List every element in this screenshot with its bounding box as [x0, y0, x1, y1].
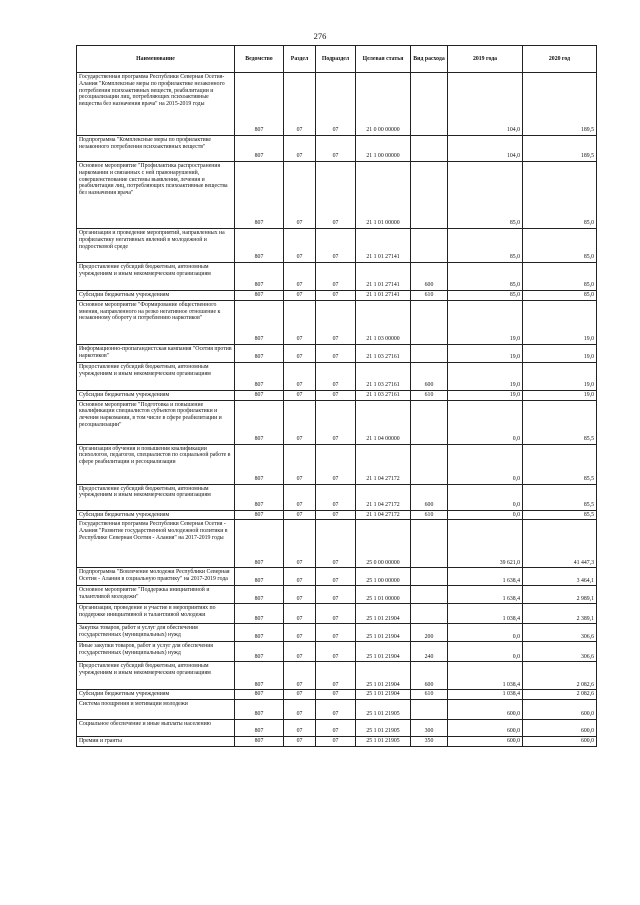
row-vid-rashoda: 600 — [411, 263, 448, 291]
row-name: Подпрограмма "Вовлечение молодежи Республики Северная Осетия - Алания в социальную практику" на 2017-2019 года — [77, 568, 235, 586]
row-value-2020: 41 447,3 — [523, 520, 597, 568]
row-value-2020: 85,0 — [523, 162, 597, 229]
row-celevaya-statya: 25 1 00 00000 — [356, 568, 411, 586]
row-vedomstvo: 807 — [235, 520, 284, 568]
row-celevaya-statya: 21 1 01 00000 — [356, 162, 411, 229]
row-value-2020: 85,5 — [523, 510, 597, 520]
row-vedomstvo: 807 — [235, 642, 284, 662]
row-value-2020: 85,5 — [523, 444, 597, 484]
table-row — [77, 73, 597, 136]
table-row — [77, 136, 597, 162]
row-vedomstvo: 807 — [235, 344, 284, 362]
row-name: Организация, проведение и участие в мероприятиях по поддержке инициативной и талантливой молодежи — [77, 604, 235, 624]
row-name: Информационно-пропагандистская кампания "Осетия против наркотиков" — [77, 344, 235, 362]
row-vid-rashoda — [411, 586, 448, 604]
row-name: Подпрограмма "Комплексные меры по профилактике незаконного потребления психоактивных веществ" — [77, 136, 235, 162]
row-vedomstvo: 807 — [235, 586, 284, 604]
table-row — [77, 642, 597, 662]
row-name: Предоставление субсидий бюджетным, автономным учреждениям и иным некоммерческим организациям — [77, 362, 235, 390]
row-celevaya-statya: 21 1 03 27161 — [356, 362, 411, 390]
row-razdel: 07 — [284, 568, 316, 586]
row-vid-rashoda: 610 — [411, 291, 448, 301]
row-value-2020: 85,0 — [523, 263, 597, 291]
row-podrazdel: 07 — [316, 604, 356, 624]
row-value-2020: 306,6 — [523, 642, 597, 662]
header-2019: 2019 года — [448, 46, 523, 73]
row-value-2020: 85,0 — [523, 229, 597, 263]
table-body — [77, 73, 597, 747]
row-vid-rashoda — [411, 700, 448, 720]
row-vedomstvo: 807 — [235, 362, 284, 390]
row-podrazdel: 07 — [316, 73, 356, 136]
row-podrazdel: 07 — [316, 624, 356, 642]
row-vid-rashoda: 600 — [411, 484, 448, 510]
row-vedomstvo: 807 — [235, 510, 284, 520]
row-celevaya-statya: 21 1 03 27161 — [356, 390, 411, 400]
row-value-2019: 1 638,4 — [448, 568, 523, 586]
row-celevaya-statya: 25 1 01 21904 — [356, 624, 411, 642]
row-podrazdel: 07 — [316, 291, 356, 301]
row-vid-rashoda — [411, 300, 448, 344]
table-row — [77, 624, 597, 642]
row-value-2019: 19,0 — [448, 344, 523, 362]
row-value-2020: 600,0 — [523, 737, 597, 747]
header-razdel: Раздел — [284, 46, 316, 73]
table-row — [77, 362, 597, 390]
row-vid-rashoda — [411, 520, 448, 568]
row-vedomstvo: 807 — [235, 136, 284, 162]
row-name: Субсидии бюджетным учреждениям — [77, 390, 235, 400]
row-name: Предоставление субсидий бюджетным, автономным учреждениям и иным некоммерческим организациям — [77, 484, 235, 510]
row-podrazdel: 07 — [316, 162, 356, 229]
row-celevaya-statya: 25 1 01 21904 — [356, 690, 411, 700]
row-razdel: 07 — [284, 520, 316, 568]
row-celevaya-statya: 21 1 04 00000 — [356, 400, 411, 444]
row-value-2020: 2 389,1 — [523, 604, 597, 624]
row-name: Субсидии бюджетным учреждениям — [77, 291, 235, 301]
row-vid-rashoda: 600 — [411, 362, 448, 390]
row-razdel: 07 — [284, 162, 316, 229]
row-vid-rashoda — [411, 344, 448, 362]
row-name: Основное мероприятие "Подготовка и повышение квалификации специалистов субъектов профилактики и лечения наркомании, в том числе в сфере реабилитации и ресоциализации" — [77, 400, 235, 444]
row-podrazdel: 07 — [316, 444, 356, 484]
table-row — [77, 291, 597, 301]
row-value-2019: 104,0 — [448, 136, 523, 162]
row-vid-rashoda — [411, 568, 448, 586]
row-value-2019: 19,0 — [448, 390, 523, 400]
row-razdel: 07 — [284, 291, 316, 301]
row-value-2020: 85,5 — [523, 400, 597, 444]
row-vedomstvo: 807 — [235, 444, 284, 484]
table-row — [77, 344, 597, 362]
row-vid-rashoda — [411, 162, 448, 229]
row-razdel: 07 — [284, 690, 316, 700]
row-vid-rashoda — [411, 73, 448, 136]
row-vedomstvo: 807 — [235, 400, 284, 444]
row-vid-rashoda: 240 — [411, 642, 448, 662]
row-celevaya-statya: 25 1 01 21905 — [356, 720, 411, 737]
row-celevaya-statya: 25 1 01 00000 — [356, 586, 411, 604]
row-celevaya-statya: 21 1 04 27172 — [356, 510, 411, 520]
row-value-2020: 600,0 — [523, 720, 597, 737]
row-razdel: 07 — [284, 484, 316, 510]
row-vedomstvo: 807 — [235, 568, 284, 586]
row-value-2019: 85,0 — [448, 263, 523, 291]
row-value-2019: 1 038,4 — [448, 662, 523, 690]
row-value-2020: 3 464,1 — [523, 568, 597, 586]
row-vedomstvo: 807 — [235, 162, 284, 229]
row-podrazdel: 07 — [316, 484, 356, 510]
header-name: Наименование — [77, 46, 235, 73]
row-podrazdel: 07 — [316, 136, 356, 162]
row-podrazdel: 07 — [316, 344, 356, 362]
row-value-2019: 1 038,4 — [448, 690, 523, 700]
row-value-2019: 600,0 — [448, 737, 523, 747]
row-celevaya-statya: 25 0 00 00000 — [356, 520, 411, 568]
table-row — [77, 737, 597, 747]
row-vid-rashoda — [411, 444, 448, 484]
row-celevaya-statya: 21 1 04 27172 — [356, 444, 411, 484]
row-podrazdel: 07 — [316, 586, 356, 604]
row-value-2019: 600,0 — [448, 720, 523, 737]
row-vedomstvo: 807 — [235, 73, 284, 136]
row-name: Предоставление субсидий бюджетным, автономным учреждениям и иным некоммерческим организациям — [77, 263, 235, 291]
table-header-row — [77, 46, 597, 73]
row-razdel: 07 — [284, 444, 316, 484]
row-value-2019: 104,0 — [448, 73, 523, 136]
row-razdel: 07 — [284, 586, 316, 604]
row-podrazdel: 07 — [316, 362, 356, 390]
row-value-2019: 85,0 — [448, 291, 523, 301]
row-podrazdel: 07 — [316, 700, 356, 720]
row-value-2019: 0,0 — [448, 624, 523, 642]
row-celevaya-statya: 25 1 01 21904 — [356, 662, 411, 690]
row-razdel: 07 — [284, 510, 316, 520]
table-row — [77, 690, 597, 700]
row-value-2019: 85,0 — [448, 162, 523, 229]
table-row — [77, 263, 597, 291]
table-row — [77, 444, 597, 484]
row-celevaya-statya: 21 1 01 27141 — [356, 263, 411, 291]
row-podrazdel: 07 — [316, 229, 356, 263]
row-vid-rashoda — [411, 136, 448, 162]
row-celevaya-statya: 25 1 01 21905 — [356, 700, 411, 720]
row-vid-rashoda: 600 — [411, 662, 448, 690]
row-celevaya-statya: 21 1 00 00000 — [356, 136, 411, 162]
table-row — [77, 604, 597, 624]
row-value-2019: 0,0 — [448, 642, 523, 662]
header-2020: 2020 год — [523, 46, 597, 73]
row-vedomstvo: 807 — [235, 720, 284, 737]
row-value-2020: 189,5 — [523, 73, 597, 136]
table-row — [77, 568, 597, 586]
row-name: Система поощрения и мотивации молодежи — [77, 700, 235, 720]
row-value-2019: 39 621,0 — [448, 520, 523, 568]
row-razdel: 07 — [284, 720, 316, 737]
row-vedomstvo: 807 — [235, 737, 284, 747]
row-value-2019: 0,0 — [448, 400, 523, 444]
row-razdel: 07 — [284, 390, 316, 400]
row-vid-rashoda: 200 — [411, 624, 448, 642]
row-razdel: 07 — [284, 737, 316, 747]
row-vid-rashoda: 610 — [411, 690, 448, 700]
table-row — [77, 162, 597, 229]
row-razdel: 07 — [284, 229, 316, 263]
row-podrazdel: 07 — [316, 662, 356, 690]
row-vedomstvo: 807 — [235, 300, 284, 344]
row-celevaya-statya: 25 1 01 21904 — [356, 604, 411, 624]
row-value-2020: 19,0 — [523, 344, 597, 362]
row-razdel: 07 — [284, 400, 316, 444]
row-name: Премии и гранты — [77, 737, 235, 747]
row-vid-rashoda: 610 — [411, 390, 448, 400]
row-razdel: 07 — [284, 263, 316, 291]
row-value-2019: 1 638,4 — [448, 586, 523, 604]
row-vedomstvo: 807 — [235, 604, 284, 624]
row-celevaya-statya: 21 0 00 00000 — [356, 73, 411, 136]
row-name: Государственная программа Республики Северная Осетия - Алания "Развитие государственной молодежной политики в Республике Северная Осетия - Алания" на 2017-2019 годы — [77, 520, 235, 568]
row-value-2019: 85,0 — [448, 229, 523, 263]
row-value-2019: 0,0 — [448, 484, 523, 510]
row-celevaya-statya: 21 1 01 27141 — [356, 291, 411, 301]
row-vedomstvo: 807 — [235, 484, 284, 510]
row-razdel: 07 — [284, 662, 316, 690]
row-name: Государственная программа Республики Северная Осетия-Алания "Комплексные меры по профилактике незаконного потребления психоактивных веществ, реабилитации и ресоциализации лиц, потребляющих психоактивные вещества без назначения врача" на 2015-2019 годы — [77, 73, 235, 136]
header-vid-rashoda: Вид расхода — [411, 46, 448, 73]
row-podrazdel: 07 — [316, 300, 356, 344]
row-name: Субсидии бюджетным учреждениям — [77, 690, 235, 700]
table-row — [77, 300, 597, 344]
row-razdel: 07 — [284, 624, 316, 642]
row-podrazdel: 07 — [316, 520, 356, 568]
row-vid-rashoda: 350 — [411, 737, 448, 747]
row-value-2020: 2 082,6 — [523, 662, 597, 690]
row-value-2020: 19,0 — [523, 390, 597, 400]
row-vid-rashoda: 300 — [411, 720, 448, 737]
table-row — [77, 510, 597, 520]
row-value-2019: 19,0 — [448, 362, 523, 390]
row-value-2019: 0,0 — [448, 510, 523, 520]
row-razdel: 07 — [284, 604, 316, 624]
row-value-2019: 19,0 — [448, 300, 523, 344]
row-podrazdel: 07 — [316, 720, 356, 737]
row-celevaya-statya: 21 1 01 27141 — [356, 229, 411, 263]
row-vid-rashoda — [411, 400, 448, 444]
row-razdel: 07 — [284, 73, 316, 136]
row-name: Субсидии бюджетным учреждениям — [77, 510, 235, 520]
row-name: Социальное обеспечение и иные выплаты населению — [77, 720, 235, 737]
header-celevaya-statya: Целевая статья — [356, 46, 411, 73]
row-vedomstvo: 807 — [235, 263, 284, 291]
row-value-2020: 600,0 — [523, 700, 597, 720]
row-celevaya-statya: 25 1 01 21905 — [356, 737, 411, 747]
row-podrazdel: 07 — [316, 510, 356, 520]
header-vedomstvo: Ведомство — [235, 46, 284, 73]
table-row — [77, 662, 597, 690]
row-celevaya-statya: 25 1 01 21904 — [356, 642, 411, 662]
table-row — [77, 520, 597, 568]
row-value-2020: 2 082,6 — [523, 690, 597, 700]
row-vedomstvo: 807 — [235, 624, 284, 642]
row-name: Закупка товаров, работ и услуг для обеспечения государственных (муниципальных) нужд — [77, 624, 235, 642]
row-podrazdel: 07 — [316, 263, 356, 291]
row-name: Иные закупки товаров, работ и услуг для обеспечения государственных (муниципальных) нужд — [77, 642, 235, 662]
budget-table — [76, 45, 597, 747]
row-podrazdel: 07 — [316, 642, 356, 662]
row-podrazdel: 07 — [316, 568, 356, 586]
row-razdel: 07 — [284, 700, 316, 720]
row-vedomstvo: 807 — [235, 229, 284, 263]
row-razdel: 07 — [284, 300, 316, 344]
row-value-2020: 85,5 — [523, 484, 597, 510]
row-vid-rashoda: 610 — [411, 510, 448, 520]
table-row — [77, 700, 597, 720]
row-value-2020: 19,0 — [523, 300, 597, 344]
table-row — [77, 720, 597, 737]
row-value-2020: 2 989,1 — [523, 586, 597, 604]
table-row — [77, 586, 597, 604]
row-name: Предоставление субсидий бюджетным, автономным учреждениям и иным некоммерческим организациям — [77, 662, 235, 690]
row-podrazdel: 07 — [316, 690, 356, 700]
row-razdel: 07 — [284, 344, 316, 362]
row-value-2019: 600,0 — [448, 700, 523, 720]
row-name: Организация обучения и повышения квалификации психологов, педагогов, специалистов по социальной работе в сфере реабилитации и ресоциализации — [77, 444, 235, 484]
page-number: 276 — [313, 31, 327, 41]
row-celevaya-statya: 21 1 04 27172 — [356, 484, 411, 510]
row-vedomstvo: 807 — [235, 662, 284, 690]
row-value-2019: 1 038,4 — [448, 604, 523, 624]
header-podrazdel: Подраздел — [316, 46, 356, 73]
row-value-2020: 189,5 — [523, 136, 597, 162]
row-vid-rashoda — [411, 229, 448, 263]
row-podrazdel: 07 — [316, 400, 356, 444]
table-row — [77, 400, 597, 444]
row-celevaya-statya: 21 1 03 27161 — [356, 344, 411, 362]
row-podrazdel: 07 — [316, 390, 356, 400]
row-value-2020: 306,6 — [523, 624, 597, 642]
row-name: Основное мероприятие "Формирование общественного мнения, направленного на резко негативное отношение к незаконному обороту и потреблению наркотиков" — [77, 300, 235, 344]
row-vedomstvo: 807 — [235, 700, 284, 720]
row-vedomstvo: 807 — [235, 291, 284, 301]
row-name: Основное мероприятие "Профилактика распространения наркомании и связанных с ней правонарушений, совершенствование системы выявления, лечения и реабилитации лиц, потребляющих психоактивные вещества без назначения врача" — [77, 162, 235, 229]
row-razdel: 07 — [284, 136, 316, 162]
row-vid-rashoda — [411, 604, 448, 624]
row-razdel: 07 — [284, 642, 316, 662]
table-row — [77, 390, 597, 400]
row-value-2020: 85,0 — [523, 291, 597, 301]
row-podrazdel: 07 — [316, 737, 356, 747]
row-value-2019: 0,0 — [448, 444, 523, 484]
row-name: Основное мероприятие "Поддержка инициативной и талантливой молодежи" — [77, 586, 235, 604]
row-celevaya-statya: 21 1 03 00000 — [356, 300, 411, 344]
table-row — [77, 484, 597, 510]
row-value-2020: 19,0 — [523, 362, 597, 390]
table-row — [77, 229, 597, 263]
row-name: Организация и проведение мероприятий, направленных на профилактику негативных явлений в молодежной и подростковой среде — [77, 229, 235, 263]
row-vedomstvo: 807 — [235, 690, 284, 700]
row-razdel: 07 — [284, 362, 316, 390]
row-vedomstvo: 807 — [235, 390, 284, 400]
